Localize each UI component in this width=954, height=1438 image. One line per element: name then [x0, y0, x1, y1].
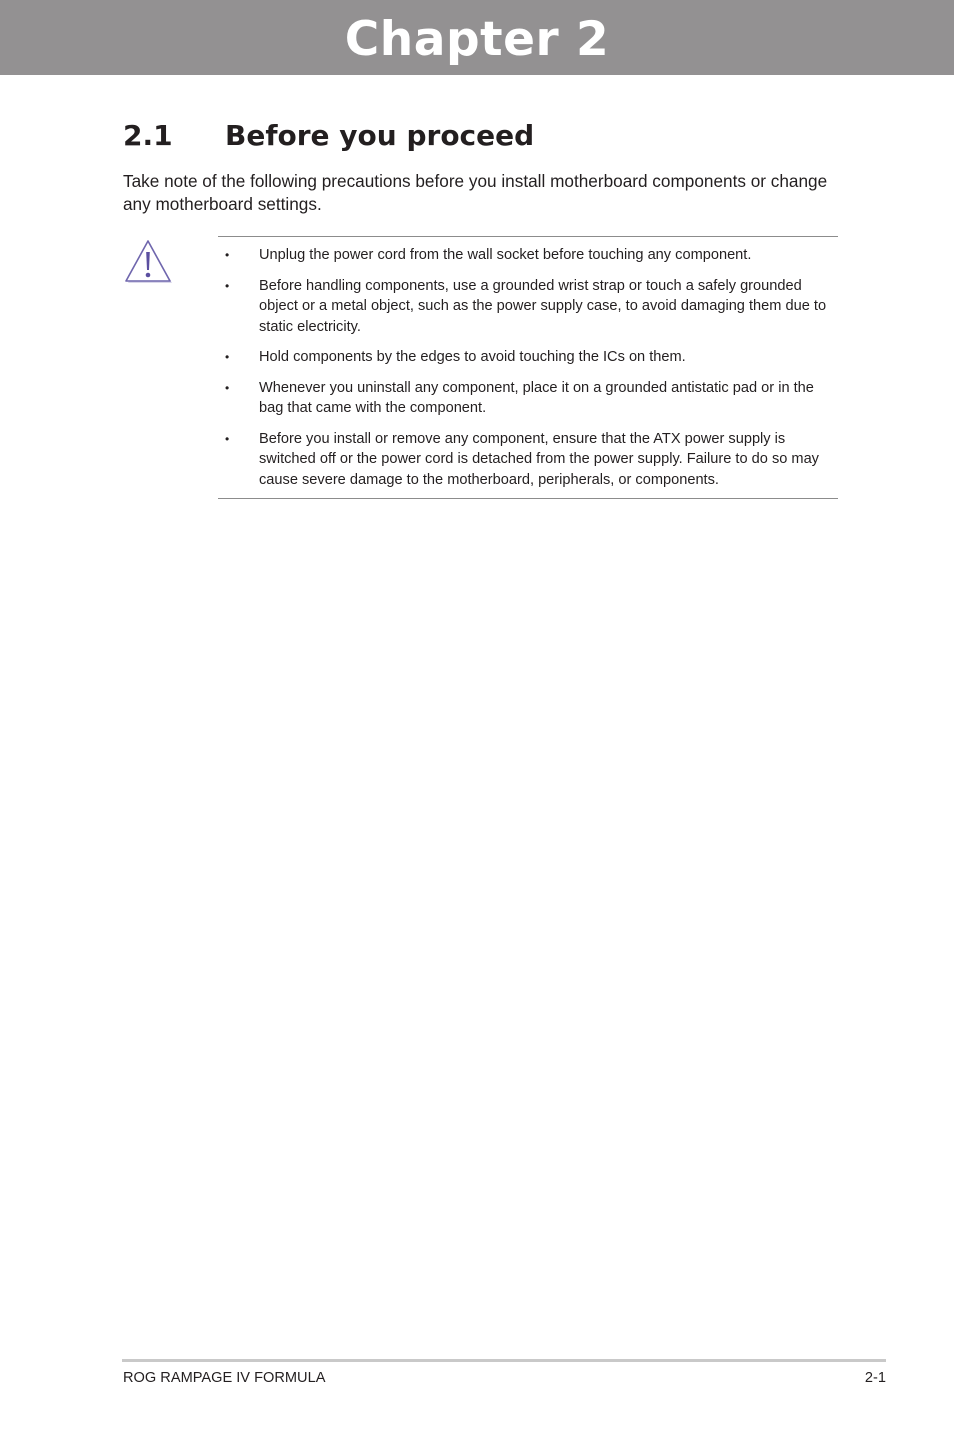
intro-paragraph: Take note of the following precautions before you install motherboard components or change any motherboard settings. — [123, 171, 828, 214]
list-item — [218, 276, 838, 338]
section-number: 2.1 — [123, 119, 173, 152]
bullet: • — [225, 380, 230, 395]
list-item — [218, 429, 838, 491]
list-item-text: Hold components by the edges to avoid touching the ICs on them. — [259, 349, 686, 365]
list-item-text: Before you install or remove any component, ensure that the ATX power supply is switched off or the power cord is detached from the power supply. Failure to do so may cause severe damage to the motherboard, peripherals, or components. — [259, 430, 819, 488]
section-title: Before you proceed — [225, 119, 535, 152]
section-heading — [123, 116, 534, 156]
footer-divider — [122, 1359, 886, 1362]
list-item-text: Unplug the power cord from the wall socket before touching any component. — [259, 247, 752, 263]
footer-product-name: ROG RAMPAGE IV FORMULA — [123, 1370, 326, 1386]
bullet: • — [225, 350, 230, 364]
warning-icon — [124, 237, 176, 285]
bullet: • — [225, 431, 230, 446]
list-item — [218, 378, 838, 419]
bullet: • — [225, 248, 230, 262]
precautions-box — [218, 236, 838, 499]
list-item — [218, 347, 838, 368]
list-item-text: Before handling components, use a grounded wrist strap or touch a safely grounded object or a metal object, such as the power supply case, to avoid damaging them due to static electricity. — [259, 277, 827, 335]
footer-page-number: 2-1 — [864, 1370, 886, 1386]
chapter-banner — [0, 0, 954, 75]
list-item — [218, 245, 838, 266]
warning-icon-dot — [146, 273, 151, 278]
precautions-list — [218, 245, 838, 500]
bullet: • — [225, 278, 230, 293]
chapter-title: Chapter 2 — [344, 12, 610, 67]
list-item-text: Whenever you uninstall any component, place it on a grounded antistatic pad or in the bag that came with the component. — [259, 379, 814, 416]
